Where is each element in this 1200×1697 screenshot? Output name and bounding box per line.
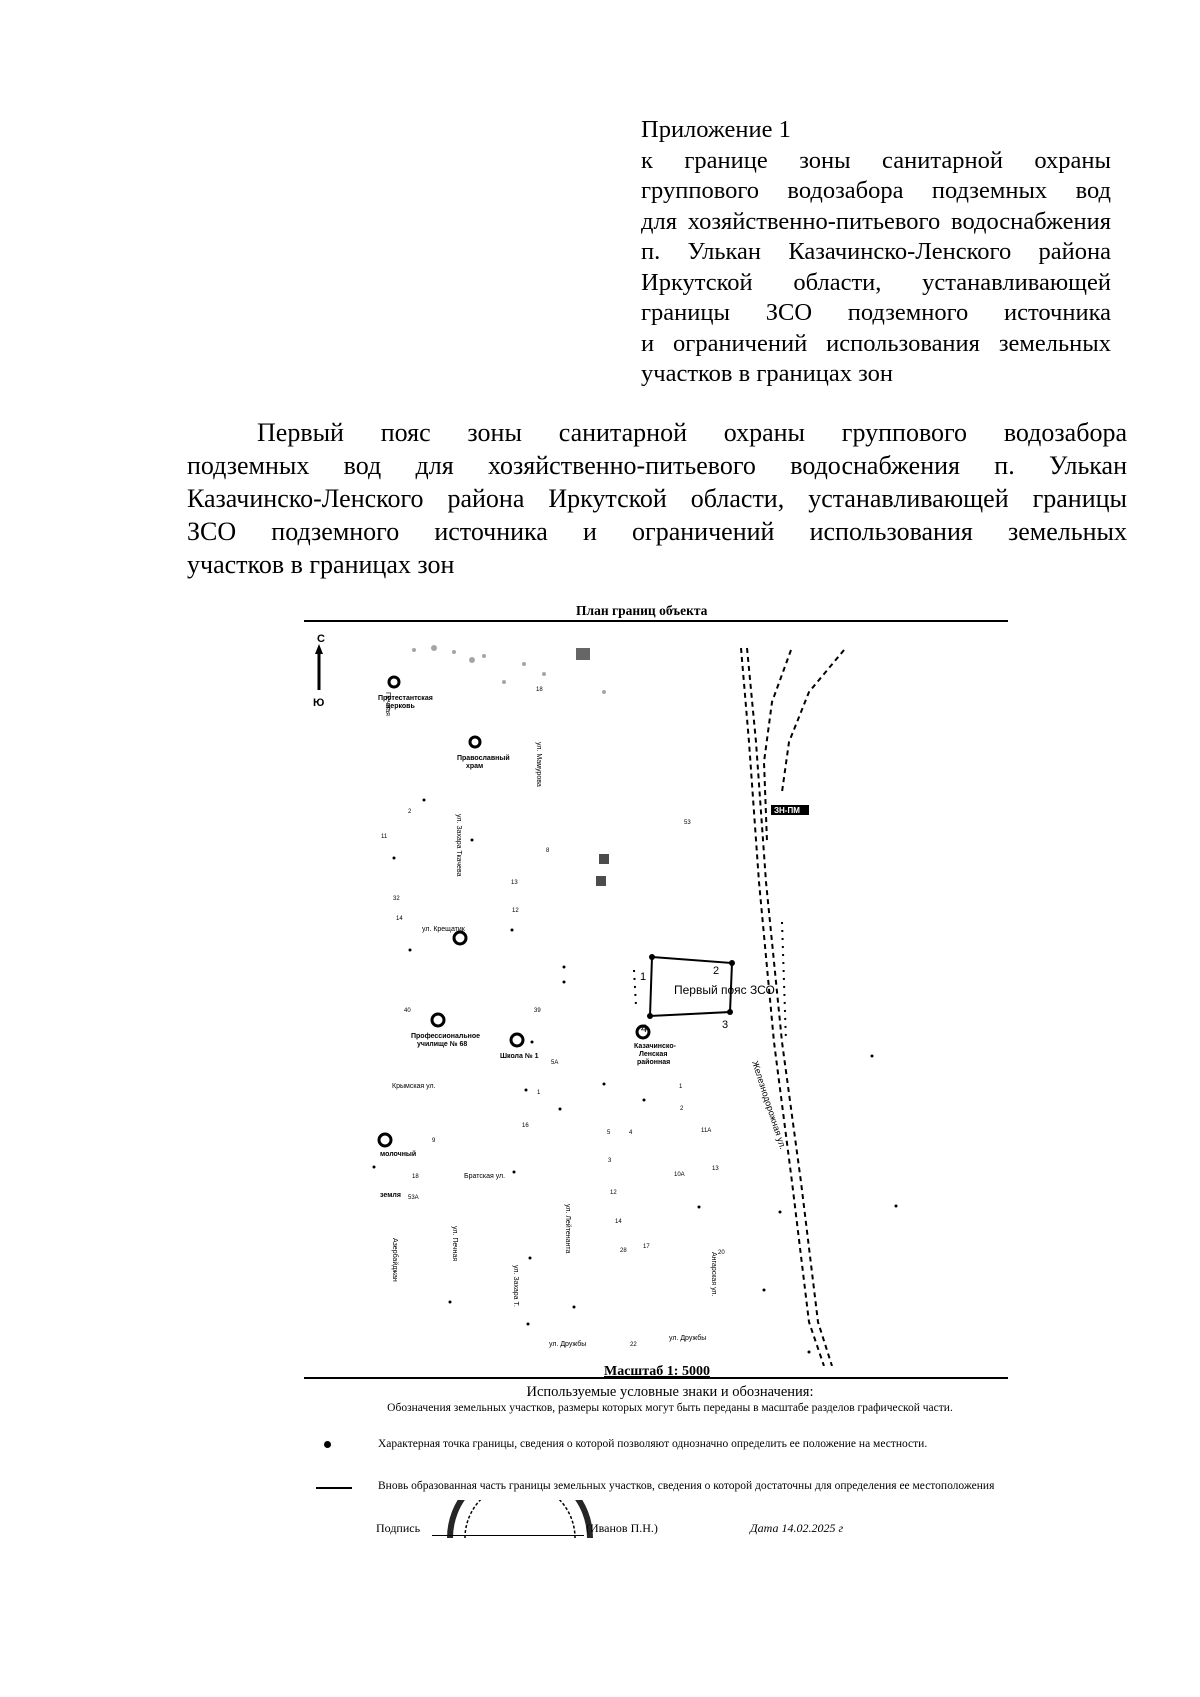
church-icon <box>470 737 480 747</box>
annex-line: и ограничений использования земельных <box>641 329 1111 357</box>
annex-line: Иркутской области, устанавливающей <box>641 268 1111 296</box>
street-label: Печная <box>384 692 391 716</box>
heading-line: Казачинско-Ленского района Иркутской области, устанавливающей границы <box>187 484 1127 513</box>
legend-line-text: Вновь образованная часть границы земельных участков, сведения о которой достаточны для определения ее местоположения <box>378 1480 995 1492</box>
stamp-seal <box>445 1500 595 1540</box>
kindergarten-icon <box>379 1134 391 1146</box>
heading-line: Первый пояс зоны санитарной охраны группового водозабора <box>257 418 1127 447</box>
poi-label: Православный <box>457 755 510 762</box>
heading-line: участков в границах зон <box>187 550 455 579</box>
south-label: Ю <box>313 697 325 709</box>
poi-label: Протестантская <box>378 695 433 702</box>
annex-line: для хозяйственно-питьевого водоснабжения <box>641 207 1111 235</box>
poi-label: молочный <box>380 1151 417 1158</box>
house-number: 40 <box>404 1008 411 1014</box>
house-number: 13 <box>511 880 518 886</box>
house-number: 8 <box>546 848 550 854</box>
house-number: 5А <box>551 1060 559 1066</box>
annex-line: группового водозабора подземных вод <box>641 177 1111 204</box>
house-number: 1 <box>679 1084 683 1090</box>
street-label: Железнодорожная ул. <box>750 1059 789 1151</box>
point-label: 2 <box>713 965 720 977</box>
plan-title: План границ объекта <box>576 603 708 618</box>
boundary-point-4 <box>647 1013 653 1019</box>
street-label: ул. Захара Т. <box>512 1265 519 1307</box>
point-label: 3 <box>722 1019 729 1031</box>
school-icon <box>511 1034 523 1046</box>
house-number: 17 <box>643 1244 650 1250</box>
house-number: 14 <box>396 916 403 922</box>
poi-label: Школа № 1 <box>500 1053 539 1060</box>
boundary-point-3 <box>727 1009 733 1015</box>
boundary-point-2 <box>729 960 735 966</box>
house-number: 18 <box>536 687 543 693</box>
house-number: 1 <box>537 1090 541 1096</box>
signature-date: Дата 14.02.2025 г <box>750 1521 844 1535</box>
building-marker <box>596 876 606 886</box>
point-label: 4 <box>641 1023 648 1035</box>
boundary-line-symbol <box>316 1487 352 1489</box>
street-label: ул. Лейтенанта <box>564 1204 571 1254</box>
legend-title: Используемые условные знаки и обозначения: <box>526 1384 814 1400</box>
boundary-point-symbol <box>324 1441 331 1448</box>
house-number: 16 <box>522 1123 529 1129</box>
street-label: Крымская ул. <box>392 1083 436 1090</box>
annex-block <box>641 115 1111 390</box>
boundary-point-1 <box>649 954 655 960</box>
building-marker <box>599 854 609 864</box>
poi-label: церковь <box>386 703 415 710</box>
house-number: 20 <box>718 1250 725 1256</box>
street-label: ул. Мамурова <box>535 742 542 787</box>
annex-line: п. Улькан Казачинско-Ленского района <box>641 238 1111 265</box>
house-number: 28 <box>620 1248 627 1254</box>
north-label: С <box>317 633 325 645</box>
boundary-dots <box>634 922 786 1042</box>
house-number: 4 <box>629 1130 633 1136</box>
poi-label: земля <box>380 1192 401 1199</box>
street-label: ул. Крещатик <box>422 926 465 933</box>
document-heading <box>187 416 1127 581</box>
house-number: 12 <box>610 1190 617 1196</box>
street-label: ул. Дружбы <box>549 1341 587 1348</box>
house-number: 5 <box>607 1130 611 1136</box>
building-icon <box>454 932 466 944</box>
railway-lines <box>741 648 844 1366</box>
street-label: ул. Дружбы <box>669 1335 707 1342</box>
annex-line: участков в границах зон <box>641 360 893 387</box>
house-number: 53А <box>408 1195 419 1201</box>
legend-point-text: Характерная точка границы, сведения о которой позволяют однозначно определить ее положение на местности. <box>378 1438 928 1450</box>
house-number: 18 <box>412 1174 419 1180</box>
street-label: Братская ул. <box>464 1173 506 1180</box>
house-number: 11 <box>381 834 388 840</box>
street-label: Ангарская ул. <box>710 1252 717 1297</box>
signature-label: Подпись <box>376 1521 421 1535</box>
street-label: Азербайджан <box>391 1238 398 1282</box>
house-number: 2 <box>680 1106 684 1112</box>
house-number: 13 <box>712 1166 719 1172</box>
poi-label: Ленская <box>639 1051 668 1058</box>
house-number: 2 <box>408 809 412 815</box>
house-number: 11А <box>701 1128 712 1134</box>
poi-label: храм <box>466 763 484 770</box>
street-label: ул. Печная <box>451 1226 458 1262</box>
annex-line: границы ЗСО подземного источника <box>641 299 1111 326</box>
annex-line: к границе зоны санитарной охраны <box>641 146 1111 174</box>
college-icon <box>432 1014 444 1026</box>
map-scale: Масштаб 1: 5000 <box>604 1364 710 1379</box>
heading-line: ЗСО подземного источника и ограничений использования земельных <box>187 517 1127 546</box>
poi-label: училище № 68 <box>417 1041 468 1048</box>
house-number: 3 <box>608 1158 612 1164</box>
legend-subtitle: Обозначения земельных участков, размеры которых могут быть переданы в масштабе разделов графической части. <box>387 1402 953 1414</box>
rail-label: ЗН-ПМ <box>774 806 800 815</box>
house-number: 22 <box>630 1342 637 1348</box>
poi-label: Казачинско- <box>634 1043 676 1050</box>
north-arrow-icon <box>313 633 325 709</box>
map-dots <box>373 799 898 1354</box>
poi-label: районная <box>637 1059 671 1066</box>
zone-polygon <box>640 954 775 1035</box>
zone-label: Первый пояс ЗСО <box>674 983 775 997</box>
house-number: 14 <box>615 1219 622 1225</box>
house-number: 32 <box>393 896 400 902</box>
house-number: 12 <box>512 908 519 914</box>
church-icon <box>389 677 399 687</box>
annex-line: Приложение 1 <box>641 116 791 143</box>
poi-label: Профессиональное <box>411 1033 481 1040</box>
signatory-name: (Иванов П.Н.) <box>586 1521 658 1535</box>
top-building <box>576 648 590 660</box>
point-label: 1 <box>640 971 647 983</box>
house-number: 39 <box>534 1008 541 1014</box>
house-number: 9 <box>432 1138 436 1144</box>
house-number: 10А <box>674 1172 685 1178</box>
heading-line: подземных вод для хозяйственно-питьевого водоснабжения п. Улькан <box>187 451 1127 480</box>
house-number: 53 <box>684 820 691 826</box>
site-plan-map <box>304 622 1008 1366</box>
street-label: ул. Захара Ткачева <box>455 814 462 877</box>
